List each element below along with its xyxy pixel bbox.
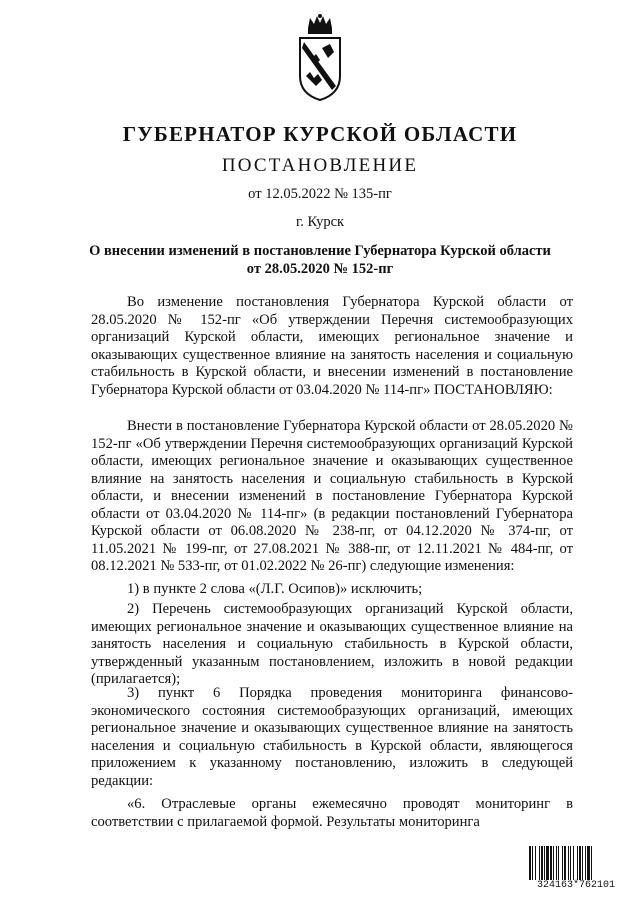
barcode-bar [535,846,536,880]
barcode-bar [558,846,559,880]
coat-of-arms-icon [296,14,344,102]
barcode-bar [591,846,592,880]
document-subject-line-1: О внесении изменений в постановление Губернатора Курской области [89,243,551,259]
barcode-bar [553,846,554,880]
barcode-bar [570,846,571,880]
document-subject-line-2: от 28.05.2020 № 152-пг [246,261,394,277]
barcode-bar [577,846,578,880]
barcode-bar [573,846,574,880]
paragraph-preamble: Во изменение постановления Губернатора Курской области от 28.05.2020 № 152-пг «Об утверждении Перечня системообразующих организаций Курской области, имеющих региональное значение и оказывающих существенное влияние на занятость населения и социальную стабильность в Курской области, и внесении изменений в постановление Губернатора Курской области от 03.04.2020 № 114-пг» ПОСТАНОВЛЯЮ: [91,294,573,398]
barcode-number: 324163*762101 [526,880,626,892]
barcode-bar [585,846,586,880]
barcode-bar [568,846,569,880]
barcode-bar [546,846,549,880]
barcode-bar [550,846,552,880]
document-city: г. Курск [295,214,345,230]
barcode-bar [529,846,531,880]
barcode-bar [532,846,533,880]
barcode-bar [587,846,590,880]
barcode-bar [541,846,543,880]
paragraph-item-3: 3) пункт 6 Порядка проведения мониторинга финансово-экономического состояния системообразующих организаций, имеющих региональное значение и оказывающих существенное влияние на занятость населения и социальную стабильность в Курской области, являющегося приложением к указанному постановлению, изложить в следующей редакции: [91,685,573,789]
authority-title: ГУБЕРНАТОР КУРСКОЙ ОБЛАСТИ [122,122,518,146]
paragraph-item-2: 2) Перечень системообразующих организаций Курской области, имеющих региональное значение и оказывающих существенное влияние на занятость населения и социальную стабильность в Курской области, утвержденный указанным постановлением, изложить в новой редакции (прилагается); [91,601,573,687]
paragraph-item-1: 1) в пункте 2 слова «(Л.Г. Осипов)» исключить; [127,581,423,597]
paragraph-item-6-quote: «6. Отраслевые органы ежемесячно проводят мониторинг в соответствии с прилагаемой формой. Результаты мониторинга [91,796,573,830]
document-date-number: от 12.05.2022 № 135-пг [248,186,392,202]
paragraph-main-resolution: Внести в постановление Губернатора Курской области от 28.05.2020 № 152-пг «Об утверждении Перечня системообразующих организаций Курской области, имеющих региональное значение и оказывающих существенное влияние на занятость населения и социальную стабильность в Курской области, и внесении изменений в постановление Губернатора Курской области от 03.04.2020 № 114-пг» (в редакции постановлений Губернатора Курской области от 06.08.2020 № 238-пг, от 04.12.2020 № 374-пг, от 11.05.2021 № 199-пг, от 27.08.2021 № 388-пг, от 12.11.2021 № 484-пг, от 08.12.2021 № 533-пг, от 01.02.2022 № 26-пг) следующие изменения: [91,418,573,574]
barcode-bar [556,846,557,880]
barcode-bar [582,846,583,880]
barcode-bar [539,846,540,880]
barcode-bar [579,846,581,880]
barcode-bar [564,846,566,880]
barcode-bar [544,846,545,880]
document-type: ПОСТАНОВЛЕНИЕ [221,155,419,176]
barcode-bar [562,846,563,880]
